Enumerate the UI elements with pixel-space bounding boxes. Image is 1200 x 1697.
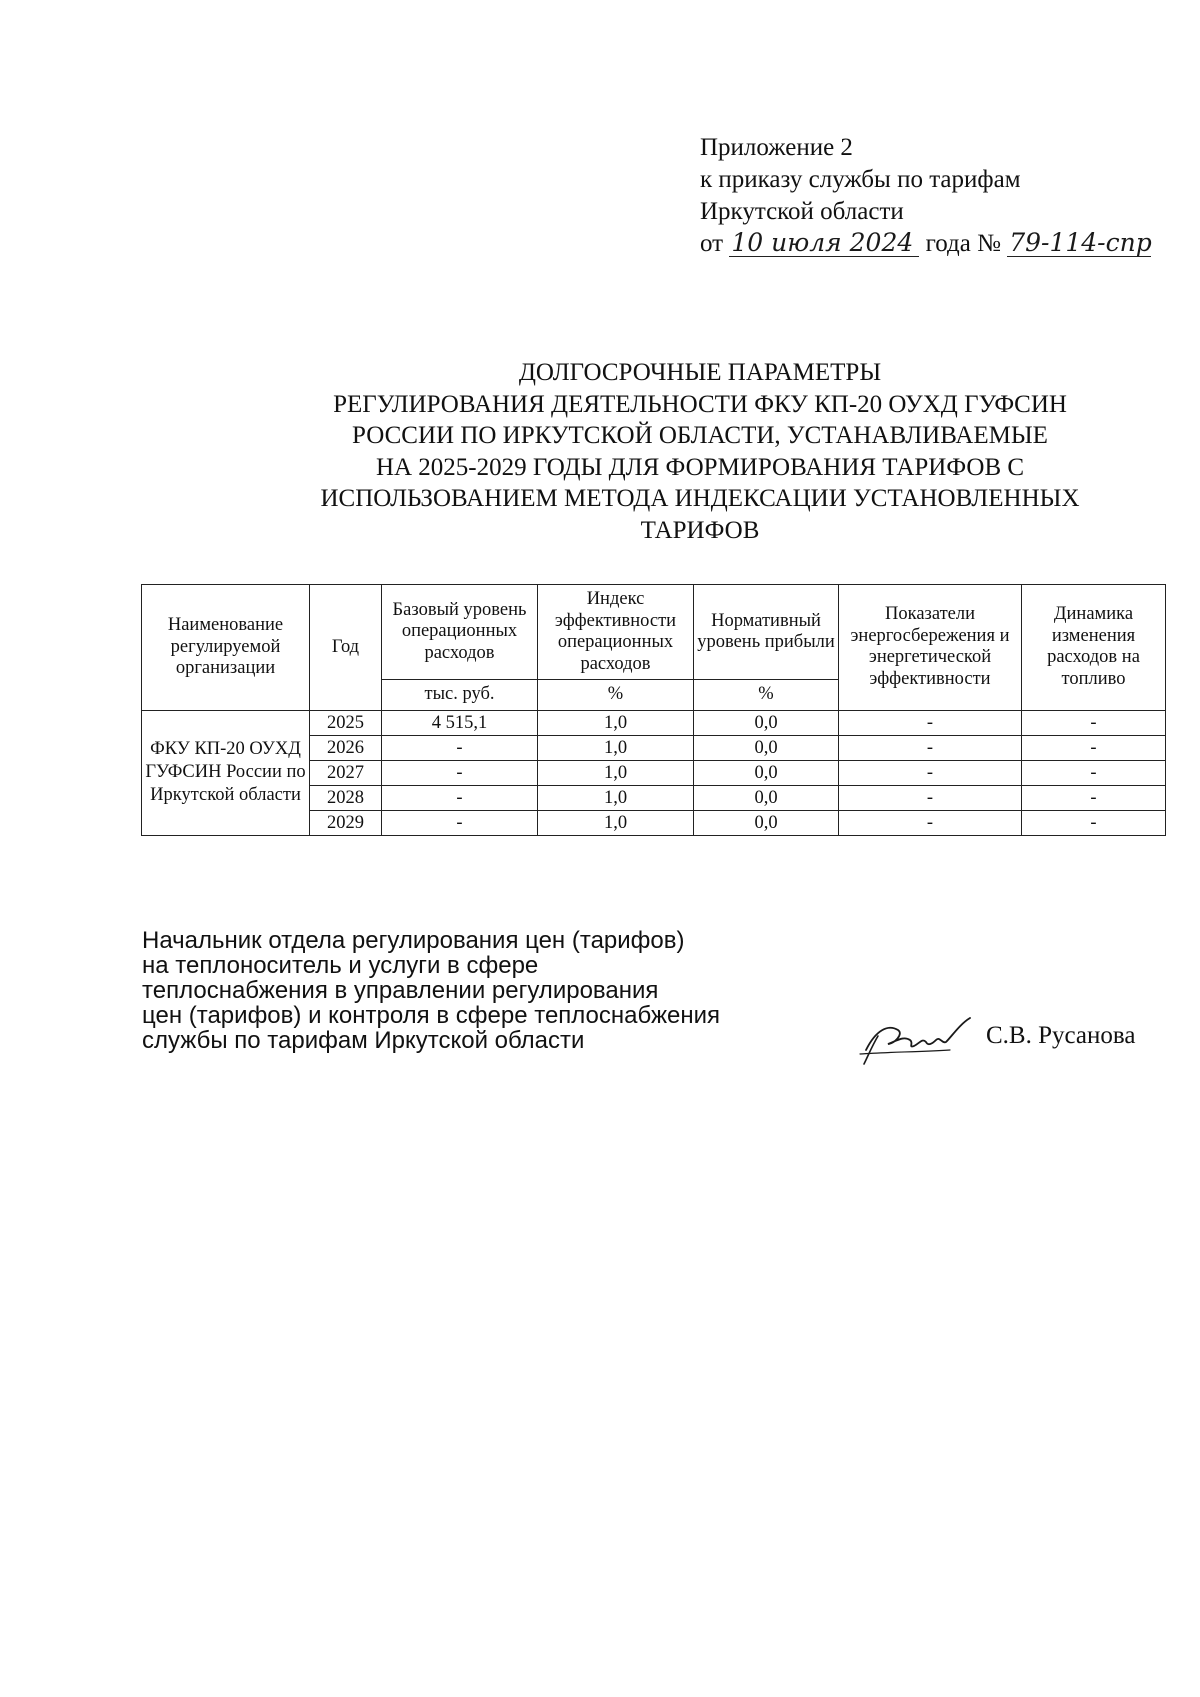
cell-energy-saving: - [839, 810, 1022, 835]
annex-order-line [700, 228, 1170, 260]
unit-efficiency-index: % [538, 680, 694, 711]
cell-efficiency-index: 1,0 [538, 810, 694, 835]
cell-base-opex: - [382, 810, 538, 835]
position-line: теплоснабжения в управлении регулирования [142, 977, 659, 1004]
cell-profit-level: 0,0 [694, 760, 839, 785]
title-line: РОССИИ ПО ИРКУТСКОЙ ОБЛАСТИ, УСТАНАВЛИВАЕМЫЕ [352, 422, 1048, 449]
cell-energy-saving: - [839, 785, 1022, 810]
table-row [142, 710, 1166, 735]
cell-energy-saving: - [839, 760, 1022, 785]
header-organization: Наименование регулируемой организации [142, 585, 310, 711]
title-line: РЕГУЛИРОВАНИЯ ДЕЯТЕЛЬНОСТИ ФКУ КП-20 ОУХД ГУФСИН [333, 390, 1067, 418]
document-title [230, 357, 1170, 546]
annex-line-2: к приказу службы по тарифам [700, 166, 1021, 193]
cell-fuel-dynamics: - [1022, 710, 1166, 735]
year-number-label: года № [925, 230, 1001, 257]
position-line: на теплоноситель и услуги в сфере [142, 952, 539, 979]
header-profit-level: Нормативный уровень прибыли [694, 585, 839, 680]
cell-base-opex: - [382, 760, 538, 785]
cell-base-opex: - [382, 785, 538, 810]
cell-fuel-dynamics: - [1022, 735, 1166, 760]
title-line: ДОЛГОСРОЧНЫЕ ПАРАМЕТРЫ [518, 359, 882, 386]
cell-efficiency-index: 1,0 [538, 735, 694, 760]
parameters-table [141, 584, 1166, 836]
cell-base-opex: - [382, 735, 538, 760]
cell-profit-level: 0,0 [694, 735, 839, 760]
signatory-position [142, 928, 782, 1053]
position-line: Начальник отдела регулирования цен (тарифов) [142, 927, 685, 954]
unit-base-opex: тыс. руб. [382, 680, 538, 711]
header-efficiency-index: Индекс эффективности операционных расходов [538, 585, 694, 680]
cell-profit-level: 0,0 [694, 710, 839, 735]
header-fuel-dynamics: Динамика изменения расходов на топливо [1022, 585, 1166, 711]
cell-base-opex: 4 515,1 [382, 710, 538, 735]
position-line: цен (тарифов) и контроля в сфере теплоснабжения [142, 1002, 721, 1029]
header-base-opex: Базовый уровень операционных расходов [382, 585, 538, 680]
position-line: службы по тарифам Иркутской области [142, 1027, 585, 1054]
cell-efficiency-index: 1,0 [538, 760, 694, 785]
from-label: от [700, 230, 724, 257]
cell-efficiency-index: 1,0 [538, 785, 694, 810]
cell-year: 2029 [310, 810, 382, 835]
header-year: Год [310, 585, 382, 711]
cell-year: 2026 [310, 735, 382, 760]
title-line: ТАРИФОВ [640, 516, 760, 544]
signer-name: С.В. Русанова [986, 1022, 1136, 1049]
annex-header [700, 132, 1170, 260]
cell-year: 2027 [310, 760, 382, 785]
cell-profit-level: 0,0 [694, 785, 839, 810]
cell-fuel-dynamics: - [1022, 760, 1166, 785]
header-energy-saving: Показатели энергосбережения и энергетической эффективности [839, 585, 1022, 711]
cell-fuel-dynamics: - [1022, 785, 1166, 810]
cell-energy-saving: - [839, 735, 1022, 760]
cell-year: 2025 [310, 710, 382, 735]
handwritten-signature-icon [858, 1010, 978, 1070]
cell-year: 2028 [310, 785, 382, 810]
cell-energy-saving: - [839, 710, 1022, 735]
annex-line-1: Приложение 2 [700, 134, 853, 161]
cell-fuel-dynamics: - [1022, 810, 1166, 835]
handwritten-order-number: 79-114-спр [1009, 228, 1152, 257]
title-line: ИСПОЛЬЗОВАНИЕМ МЕТОДА ИНДЕКСАЦИИ УСТАНОВЛЕННЫХ [320, 485, 1080, 512]
title-line: НА 2025-2029 ГОДЫ ДЛЯ ФОРМИРОВАНИЯ ТАРИФОВ С [375, 453, 1025, 481]
unit-profit-level: % [694, 680, 839, 711]
organization-name: ФКУ КП-20 ОУХД ГУФСИН России по Иркутской области [142, 710, 310, 835]
annex-line-3: Иркутской области [700, 198, 904, 225]
cell-efficiency-index: 1,0 [538, 710, 694, 735]
cell-profit-level: 0,0 [694, 810, 839, 835]
handwritten-date: 10 июля 2024 [729, 230, 919, 257]
